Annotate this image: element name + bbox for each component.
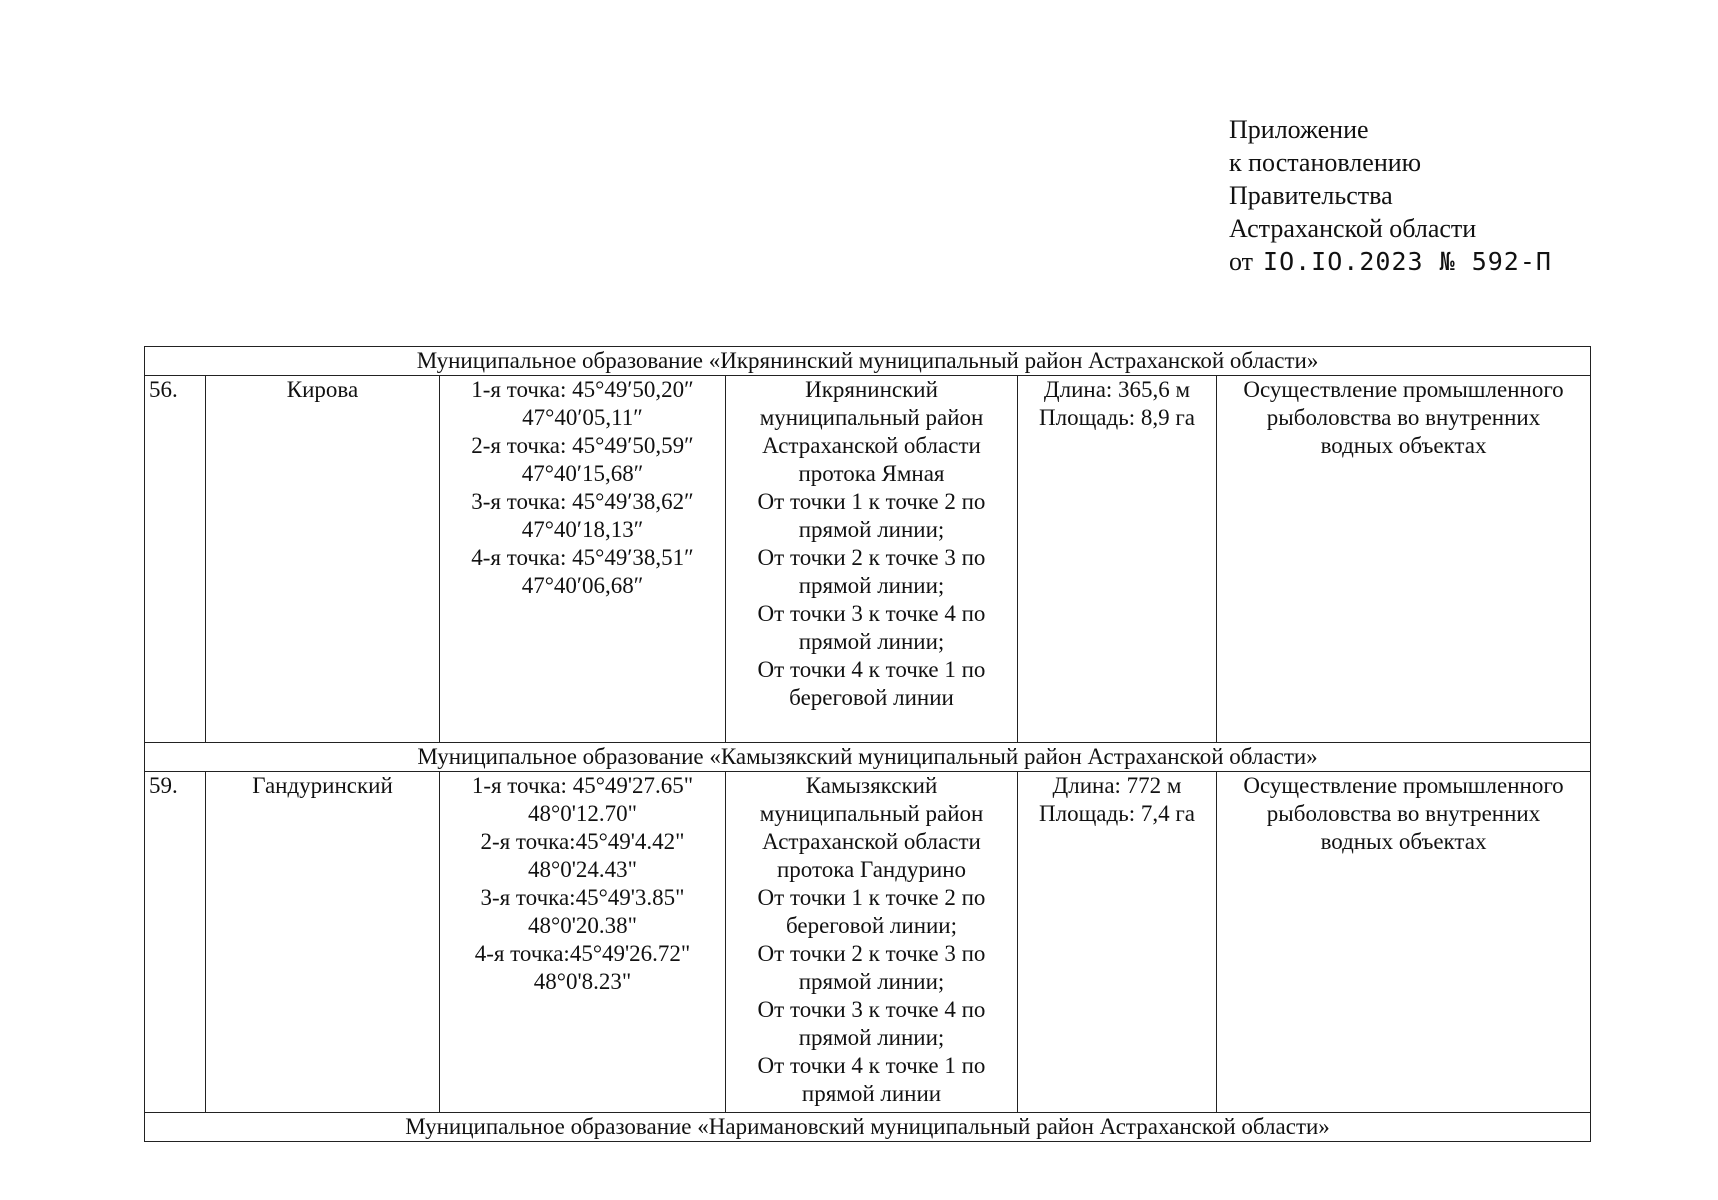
date-prefix: от bbox=[1229, 247, 1254, 276]
location-line: протока Ямная bbox=[798, 461, 945, 486]
location-line: муниципальный район bbox=[759, 801, 984, 826]
location-line: От точки 2 к точке 3 по bbox=[757, 941, 986, 966]
location-cell bbox=[726, 376, 1018, 743]
location-line: прямой линии; bbox=[798, 629, 945, 654]
location-line: От точки 1 к точке 2 по bbox=[757, 489, 986, 514]
appendix-date-line bbox=[1229, 245, 1552, 278]
resolution-stamp: IO.IO.2023 № 592-П bbox=[1263, 247, 1552, 276]
coordinate-line: 48°0'8.23" bbox=[533, 969, 632, 994]
location-line: прямой линии; bbox=[798, 969, 945, 994]
coordinate-line: 3-я точка:45°49'3.85" bbox=[480, 885, 685, 910]
coordinate-line: 48°0'12.70" bbox=[528, 801, 637, 826]
location-line: протока Гандурино bbox=[776, 857, 967, 882]
section-title: Муниципальное образование «Камызякский муниципальный район Астраханской области» bbox=[145, 743, 1591, 772]
purpose-line: водных объектах bbox=[1320, 829, 1487, 854]
row-number: 59. bbox=[145, 772, 206, 1113]
coordinate-line: 47°40′18,13″ bbox=[521, 517, 644, 542]
location-line: Камызякский bbox=[805, 773, 938, 798]
appendix-line: Астраханской области bbox=[1229, 214, 1477, 243]
table-row bbox=[145, 772, 1591, 1113]
coordinate-line: 47°40′15,68″ bbox=[521, 461, 644, 486]
location-line: прямой линии bbox=[801, 1081, 942, 1106]
area-value: Площадь: 7,4 га bbox=[1039, 801, 1195, 826]
size-cell bbox=[1018, 376, 1217, 743]
area-name: Кирова bbox=[206, 376, 440, 743]
location-line: От точки 2 к точке 3 по bbox=[757, 545, 986, 570]
purpose-line: Осуществление промышленного bbox=[1243, 377, 1564, 402]
size-cell bbox=[1018, 772, 1217, 1113]
purpose-line: рыболовства во внутренних bbox=[1266, 405, 1541, 430]
coordinates-cell bbox=[440, 376, 726, 743]
coordinate-line: 1-я точка: 45°49′50,20″ bbox=[471, 377, 694, 402]
purpose-line: водных объектах bbox=[1320, 433, 1487, 458]
location-line: береговой линии; bbox=[785, 913, 958, 938]
coordinate-line: 4-я точка: 45°49′38,51″ bbox=[471, 545, 694, 570]
row-number: 56. bbox=[145, 376, 206, 743]
section-title: Муниципальное образование «Икрянинский муниципальный район Астраханской области» bbox=[145, 347, 1591, 376]
area-name: Гандуринский bbox=[206, 772, 440, 1113]
section-header-row bbox=[145, 1113, 1591, 1142]
appendix-line: Приложение bbox=[1229, 115, 1369, 144]
length-value: Длина: 772 м bbox=[1052, 773, 1182, 798]
fishing-areas-table bbox=[144, 346, 1591, 1142]
location-cell bbox=[726, 772, 1018, 1113]
coordinate-line: 47°40′06,68″ bbox=[521, 573, 644, 598]
location-line: От точки 4 к точке 1 по bbox=[757, 1053, 986, 1078]
table-row bbox=[145, 376, 1591, 743]
purpose-cell bbox=[1217, 376, 1591, 743]
location-line: Икрянинский bbox=[805, 377, 938, 402]
location-line: муниципальный район bbox=[759, 405, 984, 430]
coordinate-line: 2-я точка:45°49'4.42" bbox=[480, 829, 685, 854]
purpose-cell bbox=[1217, 772, 1591, 1113]
section-title: Муниципальное образование «Наримановский муниципальный район Астраханской области» bbox=[145, 1113, 1591, 1142]
coordinate-line: 1-я точка: 45°49'27.65" bbox=[471, 773, 694, 798]
appendix-header bbox=[1229, 113, 1552, 278]
appendix-line: к постановлению bbox=[1229, 148, 1422, 177]
location-line: Астраханской области bbox=[762, 433, 981, 458]
coordinate-line: 47°40′05,11″ bbox=[522, 405, 643, 430]
location-line: прямой линии; bbox=[798, 517, 945, 542]
area-value: Площадь: 8,9 га bbox=[1039, 405, 1195, 430]
coordinate-line: 48°0'20.38" bbox=[528, 913, 637, 938]
coordinate-line: 48°0'24.43" bbox=[528, 857, 637, 882]
purpose-line: рыболовства во внутренних bbox=[1266, 801, 1541, 826]
coordinate-line: 2-я точка: 45°49′50,59″ bbox=[471, 433, 694, 458]
location-line: Астраханской области bbox=[762, 829, 981, 854]
coordinate-line: 3-я точка: 45°49′38,62″ bbox=[471, 489, 694, 514]
section-header-row bbox=[145, 347, 1591, 376]
location-line: прямой линии; bbox=[798, 1025, 945, 1050]
location-line: прямой линии; bbox=[798, 573, 945, 598]
location-line: От точки 1 к точке 2 по bbox=[757, 885, 986, 910]
appendix-line: Правительства bbox=[1229, 181, 1393, 210]
section-header-row bbox=[145, 743, 1591, 772]
purpose-line: Осуществление промышленного bbox=[1243, 773, 1564, 798]
location-line: От точки 3 к точке 4 по bbox=[757, 997, 986, 1022]
location-line: береговой линии bbox=[789, 685, 954, 710]
coordinate-line: 4-я точка:45°49'26.72" bbox=[474, 941, 691, 966]
location-line: От точки 3 к точке 4 по bbox=[757, 601, 986, 626]
length-value: Длина: 365,6 м bbox=[1043, 377, 1191, 402]
location-line: От точки 4 к точке 1 по bbox=[757, 657, 986, 682]
coordinates-cell bbox=[440, 772, 726, 1113]
